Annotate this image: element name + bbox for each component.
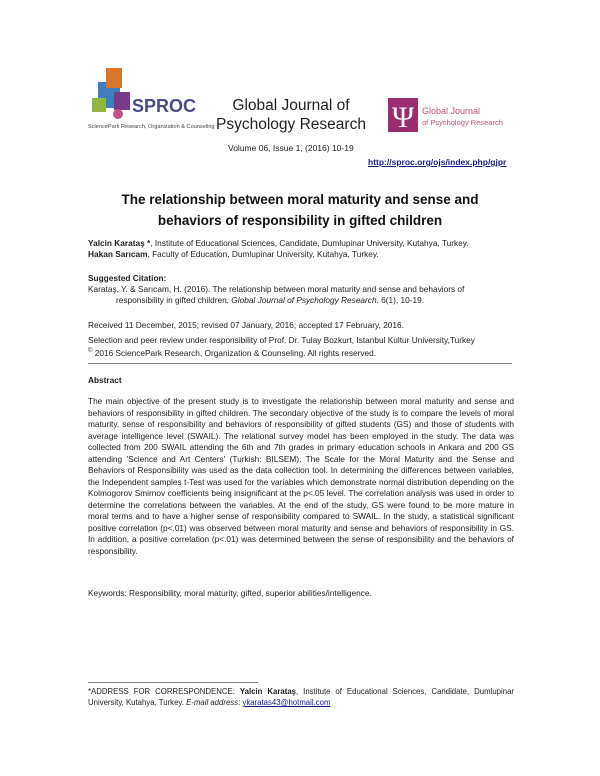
journal-url-link[interactable]: http://sproc.org/ojs/index.php/gjpr	[368, 157, 507, 167]
author-2: Hakan Sarıcam, Faculty of Education, Dumlupinar University, Kutahya, Turkey.	[88, 249, 379, 260]
peer-review-note: Selection and peer review under responsibility of Prof. Dr. Tulay Bozkurt, Istanbul Kultur University,Turkey	[88, 335, 475, 345]
sproc-logo-subtext: SciencePark Research, Organization & Counseling	[88, 124, 215, 130]
correspondence-footnote: *ADDRESS FOR CORRESPONDENCE: Yalcin Karataş, Institute of Educational Sciences, Candidate, Dumlupinar University, Kutahya, Turkey. E-mail address: ykaratas43@hotmail.com	[88, 687, 515, 707]
journal-title: Global Journal of Psychology Research	[216, 97, 366, 133]
authors	[88, 238, 514, 260]
keywords: Keywords: Responsibility, moral maturity, gifted, superior abilities/intelligence.	[88, 588, 372, 598]
abstract-heading: Abstract	[88, 375, 122, 385]
citation-label: Suggested Citation:	[88, 273, 167, 283]
gjpr-logo-line2: of Psychology Research	[422, 118, 503, 127]
svg-text:SPROC: SPROC	[132, 96, 197, 116]
email-link[interactable]: ykaratas43@hotmail.com	[242, 698, 331, 707]
author-1: Yalcin Karataş *, Institute of Educational Sciences, Candidate, Dumlupinar University, Kutahya, Turkey.	[88, 238, 469, 248]
gjpr-logo	[388, 96, 518, 136]
svg-text:Ψ: Ψ	[392, 101, 415, 134]
footnote-divider	[88, 682, 258, 683]
volume-info: Volume 06, Issue 1, (2016) 10-19	[228, 143, 354, 153]
paper-title: The relationship between moral maturity and sense and behaviors of responsibility in gifted children	[121, 192, 479, 228]
received-dates: Received 11 December, 2015; revised 07 January, 2016; accepted 17 February, 2016.	[88, 320, 404, 330]
divider	[88, 363, 512, 364]
gjpr-logo-line1: Global Journal	[422, 106, 481, 116]
citation: Karataş, Y. & Sarıcam, H. (2016). The relationship between moral maturity and sense and behaviors of responsibility in gifted children. Global Journal of Psychology Research. 6(1), 10-19.	[88, 284, 465, 306]
copyright: © 2016 SciencePark Research, Organization & Counseling. All rights reserved.	[88, 347, 377, 358]
abstract-text: The main objective of the present study is to investigate the relationship between moral maturity and sense and behaviors of responsibility in gifted children. The secondary objective of the study is to compare the levels of moral maturity, sense of responsibility and behaviors of responsibility of gifted students (GS) and those of students with average intelligence level (SWAIL). The relational survey model has been employed in the study. The data was collected from 200 SWAIL attending the 6th and 7th grades in primary education schools in Ankara and 200 GS attending 'Science and Art Centers' (Turkish: BILSEM). The Scale for the Moral Maturity and the Sense and Behaviors of Responsibility was used as the data collection tool. In determining the differences between variables, the Independent samples t-Test was used for the variables which demonstrate normal distribution depending on the Kolmogorov Smirnov coefficients being insignificant at the p<.05 level. The correlation analysis was used in order to determine the correlations between the variables. At the end of the study, GS were found to be more mature in moral terms and to have a higher sense of responsibility compared to SWAIL. In the study, a statistical significant positive correlation (p<.01) was observed between moral maturity and sense and behaviors of responsibility in GS. In addition, a positive correlation (p<.01) was determined between the sense of responsibility and the behaviors of responsibility.	[88, 396, 514, 556]
sproc-logo	[88, 62, 215, 142]
